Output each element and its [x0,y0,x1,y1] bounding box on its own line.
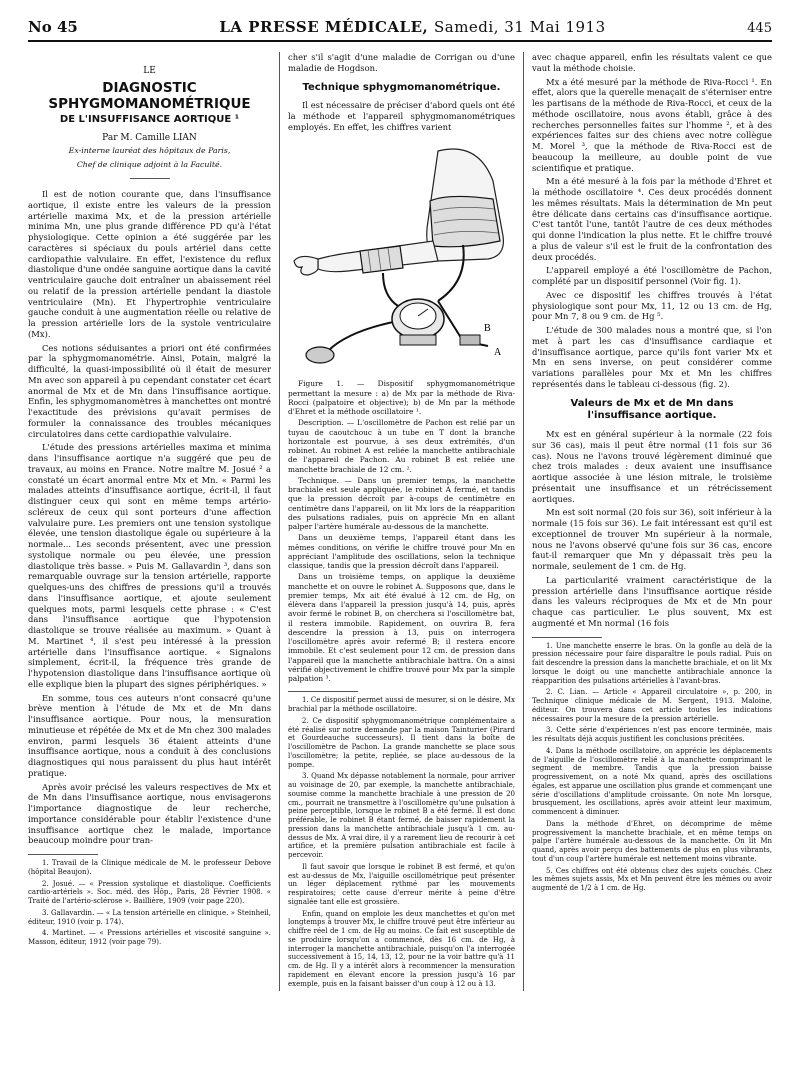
footnote: Enfin, quand on emploie les deux manchettes et qu'on met longtemps à trouver Mx, le chiffre trouvé peut être inférieur au chiffre réel de 1 cm. de Hg au moins. Ce fait est susceptible de se produire lorsqu'on a commencé, dès 16 cm. de Hg, à interroger la manchette antibrachiale, puisqu'on l'a interrogée successivement à 15, 14, 13, 12, pour ne la voir battre qu'à 11 cm. de Hg. Il y a intérêt alors à recommencer la mensuration rapidement en élevant encore la pression jusqu'à 16 par exemple, puis en la faisant baisser d'un coup à 12 ou à 13. [288,909,515,988]
paragraph: cher s'il s'agit d'une maladie de Corrigan ou d'une maladie de Hogdson. [288,52,515,73]
issue-date: Samedi, 31 Mai 1913 [433,18,606,36]
footnote: 2. Josué. — « Pression systolique et diastolique. Coefficients cardio-artériels ». Soc. méd. des Hôp., Paris, 28 Février 1908. « Traité de l'artério-sclérose ». Baillière, 1909 (voir page 220). [28,879,271,906]
column-1 [28,52,280,991]
paragraph: L'étude des pressions artérielles maxima et minima dans l'insuffisance aortique n'a suggéré que peu de travaux, au moins en France. Notre maître M. Josué ² a constaté un écart anormal entre Mx et Mn. « Parmi les malades atteints d'insuffisance aortique, écrit-il, il faut distinguer ceux qui sont en même temps artério-scléreux de ceux qui sont porteurs d'une affection valvulaire pure. Les premiers ont une tension systolique élevée, une tension diastolique égale ou supérieure à la normale... Les seconds présentent, avec une pression systolique normale ou peu élevée, une pression diastolique très basse. » Puis M. Gallavardin ³, dans son remarquable ouvrage sur la tension artérielle, rapporte quelques-uns des chiffres de pressions qu'il a trouvés dans l'insuffisance aortique, et ajoute seulement quelques mots, parmi lesquels cette phrase : « C'est dans l'insuffisance aortique que l'hypotension diastolique se trouve réalisée au maximum. » Quant à M. Martinet ⁴, il s'est peu intéressé à la pression artérielle dans l'insuffisance aortique. « Signalons simplement, écrit-il, la fréquence très grande de l'hypotension diastolique dans l'insuffisance aortique où elle explique bien la plupart des signes périphériques. » [28,442,271,689]
paragraph: Ces notions séduisantes a priori ont été confirmées par la sphygmomanométrie. Ainsi, Potain, malgré la difficulté, la quasi-impossibilité où il était de mesurer Mn avec son appareil à pu cependant constater cet écart anormal de Mx et de Mn dans l'insuffisance aortique. Enfin, les sphygmomanomètres à manchettes ont montré l'exactitude des prévisions qu'avait permises de formuler la connaissance des troubles mécaniques circulatoires dans cette cardiopathie valvulaire. [28,342,271,439]
author-affiliation-1: Ex-interne lauréat des hôpitaux de Paris, [68,146,231,156]
paragraph: En somme, tous ces auteurs n'ont consacré qu'une brève mention à l'étude de Mx et de Mn dans l'insuffisance aortique. Pour nous, la mensuration minutieuse et répétée de Mx et de Mn chez 300 malades environ, parmi lesquels 36 étaient atteints d'une insuffisance aortique, nous a conduit à des conclusions diagnostiques qui nous paraissent du plus haut intérêt pratique. [28,692,271,778]
paragraph: Après avoir précisé les valeurs respectives de Mx et de Mn dans l'insuffisance aortique, nous envisagerons l'importance diagnostique de leur recherche, importance considérable pour établir l'existence d'une insuffisance aortique chez le malade, importance beaucoup moindre pour tran- [28,781,271,846]
paragraph: Mn est soit normal (20 fois sur 36), soit inférieur à la normale (15 fois sur 36). Le fait intéressant est qu'il est exceptionnel de trouver Mn supérieur à la normale, nous ne l'avons observé qu'une fois sur 36 cas, encore faut-il remarquer que Mn y dépassait très peu la normale, seulement de 1 cm. de Hg. [532,507,772,572]
footnote: 4. Dans la méthode oscillatoire, on apprécie les déplacements de l'aiguille de l'oscillomètre relié à la manchette comprimant le segment de membre. Tandis que la pression baisse progressivement, on a noté Mx quand, après des oscillations égales, est apparue une oscillation plus grande et commençant une série d'oscillations d'amplitude croissante. On note Mn lorsque, brusquement, les oscillations, après avoir atteint leur maximum, commencent à diminuer. [532,746,772,817]
paragraph: Mn a été mesuré à la fois par la méthode d'Ehret et la méthode oscillatoire ⁴. Ces deux procédés donnent les mêmes résultats. Mais la détermination de Mn peut être délicate dans certains cas d'insuffisance aortique. C'est tantôt l'une, tantôt l'autre de ces deux méthodes qui donne l'indication la plus nette. Et le chiffre trouvé a plus de valeur s'il est le fruit de la confrontation des deux procédés. [532,176,772,262]
paragraph: Il est de notion courante que, dans l'insuffisance aortique, il existe entre les valeurs de la pression artérielle maxima Mx, et de la pression artérielle minima Mn, une plus grande différence PD qu'à l'état physiologique. Cette opinion a été suggérée par les caractères si spéciaux du pouls artériel dans cette cardiopathie valvulaire. En effet, l'existence du reflux diastolique d'une ondée sanguine aortique dans la cavité ventriculaire gauche doit entraîner un abaissement réel ou relatif de la pression artérielle pendant la diastole ventriculaire (Mn). Et l'hypertrophie ventriculaire gauche conduit à une augmentation réelle ou relative de la pression artérielle lors de la systole ventriculaire (Mx). [28,189,271,339]
title-rule [130,178,170,179]
column-2 [280,52,524,991]
section-heading-values: Valeurs de Mx et de Mn dans l'insuffisance aortique. [570,397,734,422]
paragraph: Mx est en général supérieur à la normale (22 fois sur 36 cas), mais il peut être normal (11 fois sur 36 cas). Nous ne l'avons trouvé légèrement diminué que chez trois malades : deux avaient une insuffisance aortique associée à une lésion mitrale, le troisième présentait une insuffisance et un rétrécissement aortiques. [532,429,772,504]
footnote: 2. Ce dispositif sphygmomanométrique complémentaire a été réalisé sur notre demande par la maison Tainturier (Pirard et Gourdeauche successeurs). Il tient dans la boîte de l'oscillomètre de Pachon. La grande manchette se place sous l'oscillomètre; la petite, repliée, se place au-dessous de la pompe. [288,716,515,769]
paragraph: La particularité vraiment caractéristique de la pression artérielle dans l'insuffisance aortique réside dans les valeurs réciproques de Mx et de Mn pour chaque cas particulier. Le plus souvent, Mx est augmenté et Mn normal (16 fois [532,574,772,628]
footnote-rule [288,691,358,692]
footnote: 1. Travail de la Clinique médicale de M. le professeur Debove (hôpital Beaujon). [28,859,271,876]
journal-title [219,18,605,36]
footnote: Dans la méthode d'Ehret, on décomprime de même progressivement la manchette brachiale, et en même temps on palpe l'artère humérale au-dessous de la manchette. On lit Mn quand, après avoir perçu des battements de plus en plus vibrants, tout d'un coup l'artère humérale est nettement moins vibrante. [532,819,772,863]
footnote: 2. C. Lian. — Article « Appareil circulatoire », p. 200, in Technique clinique médicale de M. Sergent, 1913. Maloine, éditeur. On trouvera dans cet article toutes les indications nécessaires pour la mesure de la pression artérielle. [532,688,772,723]
footnote: 1. Une manchette enserre le bras. On la gonfle au delà de la pression nécessaire pour faire disparaître le pouls radial. Puis on fait descendre la pression dans la manchette brachiale, et on lit Mx lorsque le doigt ou une manchette antibrachiale annonce la réapparition des pulsations artérielles à l'avant-bras. [532,641,772,685]
page-header [28,18,772,42]
caption-technique-3: Dans un troisième temps, on applique la deuxième manchette et on ouvre le robinet A. Supposons que, dans le premier temps, Mx ait été évalué à 12 cm. de Hg, on élèvera dans l'appareil la pression jusqu'à 14, puis, après avoir fermé le robinet B, on cherchera si l'oscillomètre bat, il restera immobile. Rapidement, on ouvrira B, fera descendre la pression à 13, puis on interrogera l'oscillomètre après avoir refermé B; il restera encore immobile. Et c'est seulement pour 12 cm. de pression dans l'appareil que la manchette antibrachiale battra. On a ainsi vérifié objectivement le chiffre trouvé pour Mx par la simple palpation ³. [288,572,515,684]
article-title: DIAGNOSTIC SPHYGMOMANOMÉTRIQUE [48,79,251,112]
figure-caption [288,379,515,683]
footnote: Il faut savoir que lorsque le robinet B est fermé, et qu'on est au-dessus de Mx, l'aiguille oscillométrique peut présenter un léger déplacement rythmé par les mouvements respiratoires; cette cause d'erreur mérite à peine d'être signalée tant elle est grossière. [288,862,515,906]
figure-label-a: A [494,346,502,358]
paragraph: L'étude de 300 malades nous a montré que, si l'on met à part les cas d'insuffisance cardiaque et d'insuffisance aortique, parce qu'ils font varier Mx et Mn en sens inverse, on peut considérer comme variations parallèles pour Mx et Mn les chiffres représentés dans le tableau ci-dessous (fig. 2). [532,325,772,389]
footnote: 3. Cette série d'expériences n'est pas encore terminée, mais les résultats déjà acquis justifient les conclusions précitées. [532,726,772,744]
caption-title: Figure 1. — Dispositif sphygmomanométrique permettant la mesure : a) de Mx par la méthode de Riva-Rocci (palpatoire et objective); b) de Mn par la méthode d'Ehret et la méthode oscillatoire ¹. [288,379,515,417]
sphygmomanometer-illustration [288,141,514,371]
issue-number: No 45 [28,18,78,36]
paragraph: avec chaque appareil, enfin les résultats valent ce que vaut la méthode choisie. [532,52,772,73]
paragraph: L'appareil employé a été l'oscillomètre de Pachon, complété par un dispositif personnel (Voir fig. 1). [532,265,772,286]
footnote: 3. Quand Mx dépasse notablement la normale, pour arriver au voisinage de 20, par exemple, la manchette antibrachiale, soumise comme la manchette brachiale à une pression de 20 cm., pourrait ne transmettre à l'oscillomètre qu'une pulsation à peine perceptible, lorsque le robinet B a été fermé. Il est donc préférable, le robinet B étant fermé, de baisser rapidement la pression dans la manchette antibrachiale jusqu'à 1 cm. au-dessus de Mx. A vrai dire, il y a rarement lieu de recourir à cet artifice, et la première pulsation antibrachiale est facile à percevoir. [288,772,515,860]
article-subtitle: DE L'INSUFFISANCE AORTIQUE ¹ [59,113,240,125]
columns [28,52,772,991]
footnote-rule [28,854,98,855]
footnote: 4. Martinet. — « Pressions artérielles et viscosité sanguine ». Masson, éditeur, 1912 (voir page 79). [28,929,271,947]
journal-name: LA PRESSE MÉDICALE, [219,18,429,36]
paragraph: Il est nécessaire de préciser d'abord quels ont été la méthode et l'appareil sphygmomanométriques employés. En effet, les chiffres varient [288,100,515,132]
article-author: Par M. Camille LIAN [102,132,197,143]
footnote: 1. Ce dispositif permet aussi de mesurer, si on le désire, Mx brachial par la méthode oscillatoire. [288,696,515,714]
caption-technique-1: Technique. — Dans un premier temps, la manchette brachiale est seule appliquée, le robinet A fermé, et tandis que la pression décroît par à-coups de centimètre en centimètre dans l'appareil, on lit Mx lors de la réapparition des pulsations radiales, puis on apprécie Mn en allant palper l'artère humérale au-dessous de la manchette. [288,475,515,532]
author-affiliation-2: Chef de clinique adjoint à la Faculté. [76,160,223,170]
footnote-rule [532,637,602,638]
figure-label-b: B [484,322,491,334]
footnote: 5. Ces chiffres ont été obtenus chez des sujets couchés. Chez les mêmes sujets assis, Mx et Mn peuvent être les mêmes ou avoir augmenté de 1/2 à 1 cm. de Hg. [532,866,772,893]
section-heading-technique: Technique sphygmomanométrique. [302,81,501,93]
article-le: LE [143,66,156,76]
figure-1 [288,141,515,374]
paragraph: Mx a été mesuré par la méthode de Riva-Rocci ¹. En effet, alors que la querelle menaçait de s'éterniser entre les partisans de la méthode de Riva-Rocci, et ceux de la méthode oscillatoire, nous avons établi, grâce à des recherches personnelles faites sur l'homme ², et à des expériences faites sur des chiens avec notre collègue M. Morel ³, que la méthode de Riva-Rocci est de beaucoup la meilleure, au double point de vue scientifique et pratique. [532,76,772,173]
footnote: 3. Gallavardin. — « La tension artérielle en clinique. » Steinheil, éditeur, 1910 (voir p. 174). [28,908,271,926]
paragraph: Avec ce dispositif les chiffres trouvés à l'état physiologique sont pour Mx, 11, 12 ou 13 cm. de Hg, pour Mn 7, 8 ou 9 cm. de Hg ⁵. [532,289,772,322]
caption-technique-2: Dans un deuxième temps, l'appareil étant dans les mêmes conditions, on vérifie le chiffre trouvé pour Mn en appréciant l'amplitude des oscillations, selon la technique classique, tandis que la pression décroît dans l'appareil. [288,533,515,571]
column-3 [524,52,772,991]
page-number: 445 [747,21,772,36]
caption-description: Description. — L'oscillomètre de Pachon est relié par un tuyau de caoutchouc à un tube en T dont la branche horizontale est pourvue, à ses deux extrémités, d'un robinet. Au robinet A est reliée la manchette antibrachiale de l'appareil de Pachon. Au robinet B est reliée une manchette brachiale de 12 cm. ². [288,418,515,474]
